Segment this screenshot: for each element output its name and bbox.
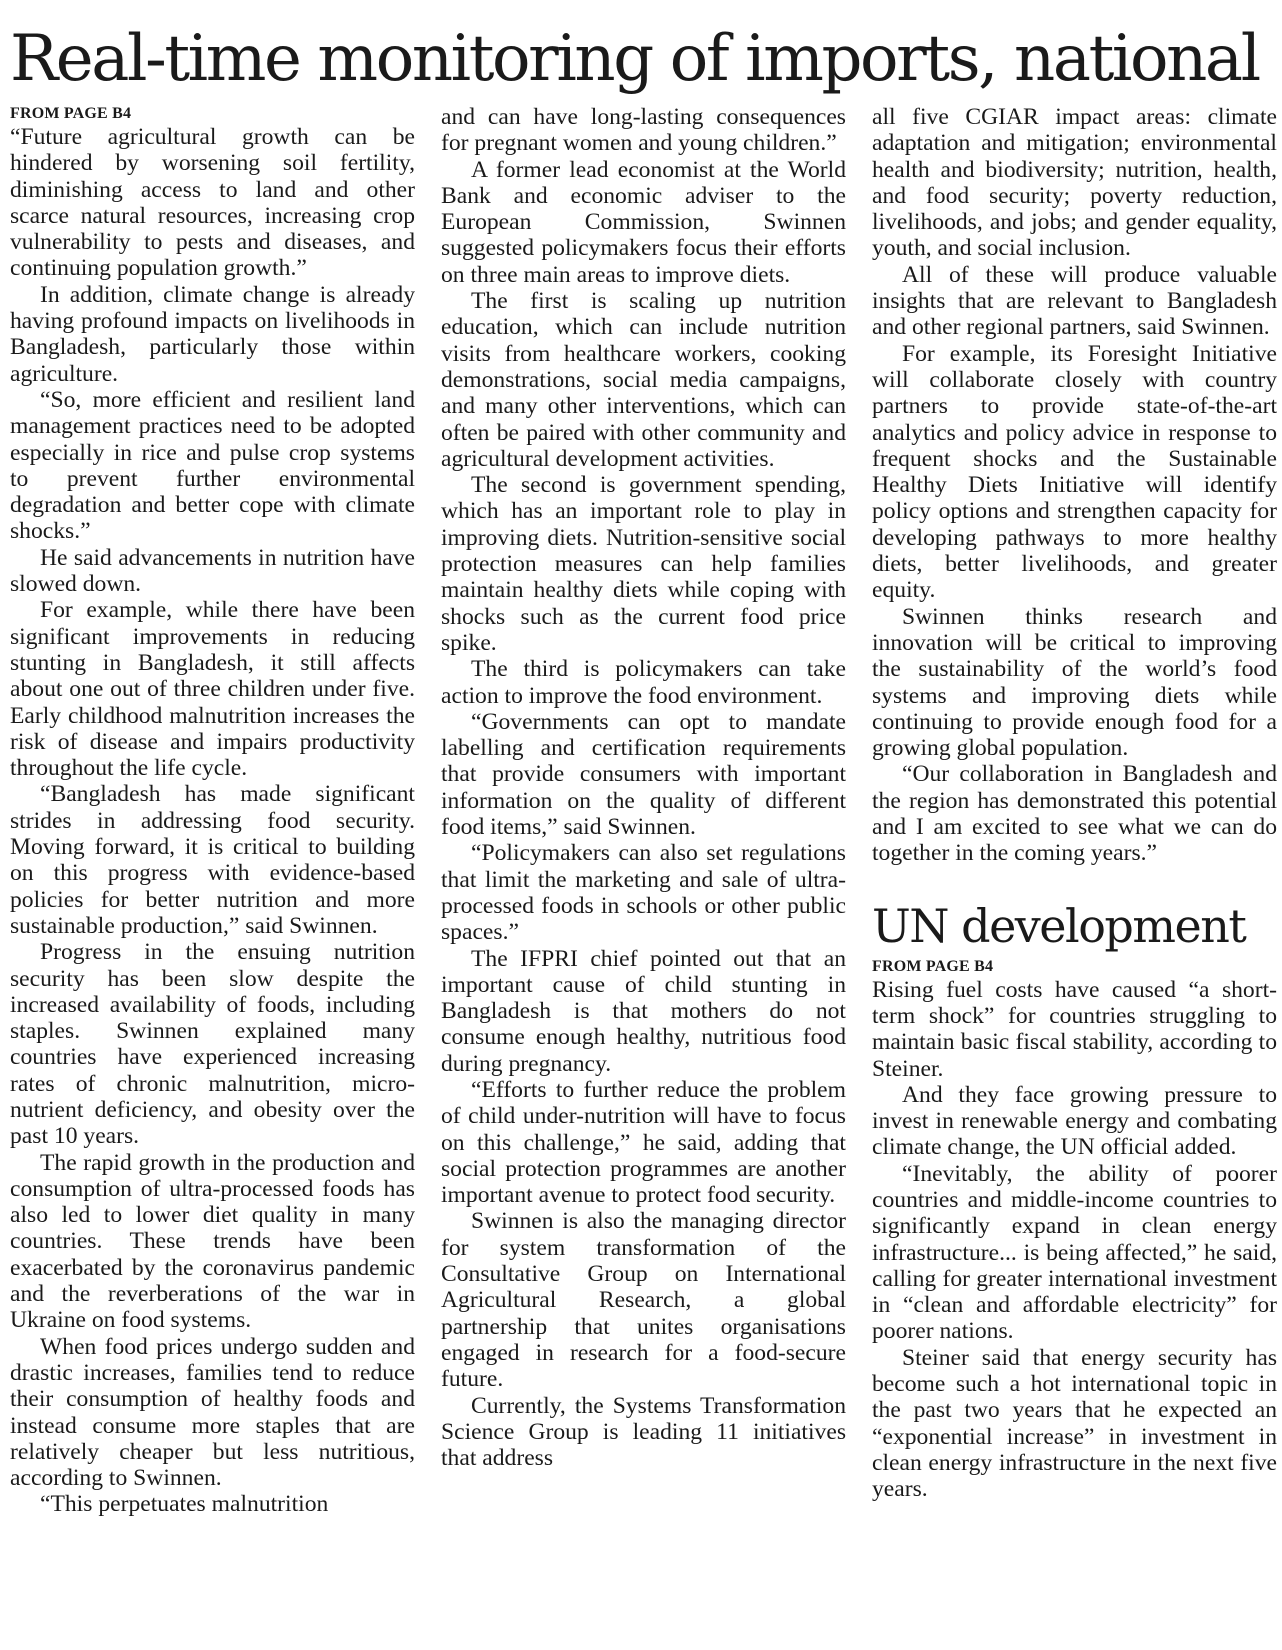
paragraph: “Future agricultural growth can be hindered by worsening soil fertility, diminishing access to land and other scarce natural resources, increasing crop vulnerability to pests and diseases, and continuing population growth.” xyxy=(10,124,415,282)
paragraph: “Efforts to further reduce the problem of child under-nutrition will have to focus on this challenge,” he said, adding that social protection programmes are another important avenue to protect food security. xyxy=(441,1076,846,1209)
paragraph: Swinnen thinks research and innovation will be critical to improving the sustainability of the world’s food systems and improving diets while continuing to provide enough food for a growing global population. xyxy=(872,603,1277,762)
article-column-3 xyxy=(872,104,1277,1503)
paragraph: Progress in the ensuing nutrition security has been slow despite the increased availability of foods, including staples. Swinnen explained many countries have experienced increasing rates of chronic malnutrition, micro-nutrient deficiency, and obesity over the past 10 years. xyxy=(10,939,415,1150)
paragraph: For example, its Foresight Initiative will collaborate closely with country partners to provide state-of-the-art analytics and policy advice in response to frequent shocks and the Sustainable Healthy Diets Initiative will identify policy options and strengthen capacity for developing pathways to more healthy diets, better livelihoods, and greater equity. xyxy=(872,340,1277,604)
paragraph: “Inevitably, the ability of poorer countries and middle-income countries to significantly expand in clean energy infrastructure... is being affected,” he said, calling for greater international investment in “clean and affordable electricity” for poorer nations. xyxy=(872,1160,1277,1345)
paragraph: For example, while there have been significant improvements in reducing stunting in Bangladesh, it still affects about one out of three children under five. Early childhood malnutrition increases the risk of disease and impairs productivity throughout the life cycle. xyxy=(10,597,415,782)
paragraph: The rapid growth in the production and consumption of ultra-processed foods has also led to lower diet quality in many countries. These trends have been exacerbated by the coronavirus pandemic and the reverberations of the war in Ukraine on food systems. xyxy=(10,1149,415,1334)
second-article-jump-line: FROM PAGE B4 xyxy=(872,957,994,975)
second-article-headline: UN development xyxy=(872,898,1246,953)
paragraph: Currently, the Systems Transformation Science Group is leading 11 initiatives that address xyxy=(441,1392,846,1472)
paragraph: The second is government spending, which has an important role to play in improving diets. Nutrition-sensitive social protection measures can help families maintain healthy diets while coping with shocks such as the current food price spike. xyxy=(441,472,846,656)
paragraph: The first is scaling up nutrition education, which can include nutrition visits from healthcare workers, cooking demonstrations, social media campaigns, and many other interventions, which can often be paired with other community and agricultural development activities. xyxy=(441,288,846,472)
paragraph: And they face growing pressure to invest in renewable energy and combating climate change, the UN official added. xyxy=(872,1081,1277,1161)
paragraph: In addition, climate change is already having profound impacts on livelihoods in Bangladesh, particularly those within agriculture. xyxy=(10,281,415,387)
paragraph: He said advancements in nutrition have slowed down. xyxy=(10,544,415,598)
paragraph: All of these will produce valuable insights that are relevant to Bangladesh and other regional partners, said Swinnen. xyxy=(872,261,1277,341)
paragraph: The third is policymakers can take action to improve the food environment. xyxy=(441,656,846,709)
paragraph: “Governments can opt to mandate labelling and certification requirements that provide consumers with important information on the quality of different food items,” said Swinnen. xyxy=(441,708,846,841)
article-column-1 xyxy=(10,104,415,1518)
paragraph: A former lead economist at the World Bank and economic adviser to the European Commission, Swinnen suggested policymakers focus their efforts on three main areas to improve diets. xyxy=(441,156,846,288)
paragraph: “Our collaboration in Bangladesh and the region has demonstrated this potential and I am excited to see what we can do together in the coming years.” xyxy=(872,761,1277,867)
paragraph: “Bangladesh has made significant strides in addressing food security. Moving forward, it is critical to building on this progress with evidence-based policies for better nutrition and more sustainable production,” said Swinnen. xyxy=(10,781,415,939)
paragraph: “So, more efficient and resilient land management practices need to be adopted especially in rice and pulse crop systems to prevent further environmental degradation and better cope with climate shocks.” xyxy=(10,386,415,545)
paragraph: all five CGIAR impact areas: climate adaptation and mitigation; environmental health and biodiversity; nutrition, health, and food security; poverty reduction, livelihoods, and jobs; and gender equality, youth, and social inclusion. xyxy=(872,104,1277,262)
paragraph: Steiner said that energy security has become such a hot international topic in the past two years that he expected an “exponential increase” in investment in clean energy infrastructure in the next five years. xyxy=(872,1344,1277,1503)
paragraph: and can have long-lasting consequences for pregnant women and young children.” xyxy=(441,104,846,157)
paragraph: Swinnen is also the managing director for system transformation of the Consultative Group on International Agricultural Research, a global partnership that unites organisations engaged in research for a food-secure future. xyxy=(441,1208,846,1393)
paragraph: The IFPRI chief pointed out that an important cause of child stunting in Bangladesh is that mothers do not consume enough healthy, nutritious food during pregnancy. xyxy=(441,945,846,1077)
paragraph: “This perpetuates malnutrition xyxy=(40,1491,329,1518)
article-column-2 xyxy=(441,104,846,1471)
paragraph: When food prices undergo sudden and drastic increases, families tend to reduce their consumption of healthy foods and instead consume more staples that are relatively cheaper but less nutritious, according to Swinnen. xyxy=(10,1333,415,1492)
jump-line: FROM PAGE B4 xyxy=(10,105,132,122)
paragraph: “Policymakers can also set regulations that limit the marketing and sale of ultra-processed foods in schools or other public spaces.” xyxy=(441,840,846,946)
paragraph: Rising fuel costs have caused “a short-term shock” for countries struggling to maintain basic fiscal stability, according to Steiner. xyxy=(872,976,1277,1082)
article-headline: Real-time monitoring of imports, national xyxy=(10,22,1259,96)
